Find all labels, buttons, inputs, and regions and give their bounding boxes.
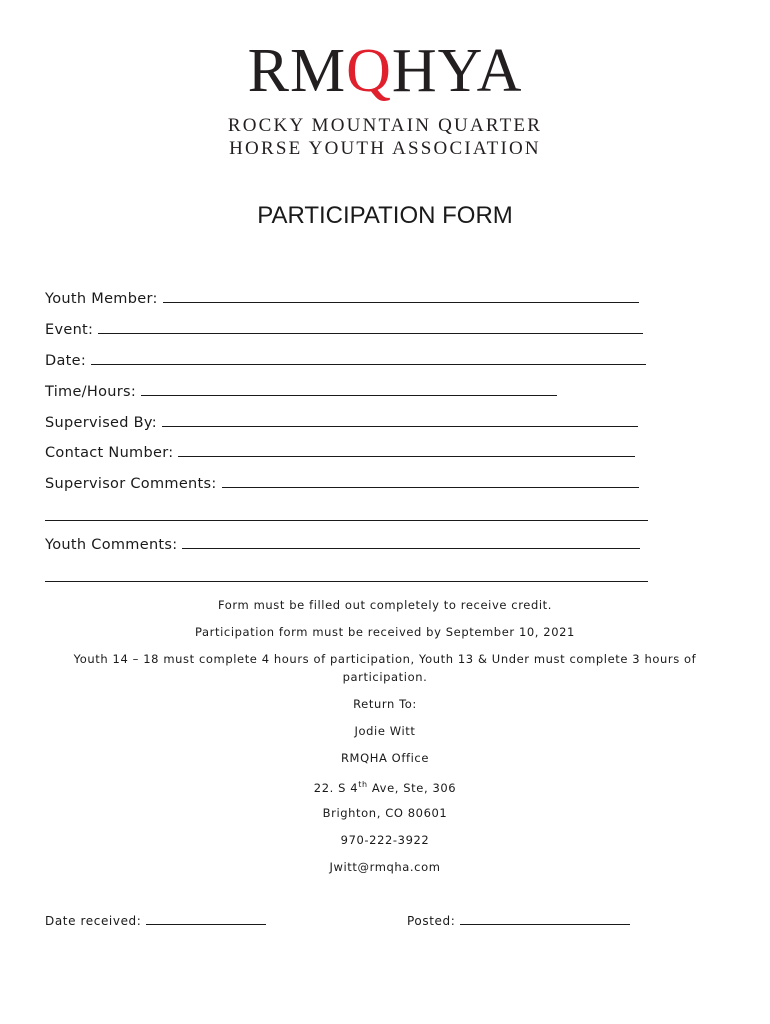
field-youth-member[interactable] — [45, 290, 639, 307]
footer-label-posted: Posted: — [407, 914, 456, 928]
note-contact-name: Jodie Witt — [354, 724, 416, 738]
note-return-to: Return To: — [353, 697, 417, 711]
note-email: Jwitt@rmqha.com — [329, 860, 441, 874]
field-supervised-by[interactable] — [45, 414, 638, 431]
note-city: Brighton, CO 80601 — [322, 806, 448, 820]
footer-date-received[interactable] — [45, 914, 266, 928]
note-hours-requirement: Youth 14 – 18 must complete 4 hours of participation, Youth 13 & Under must complete 3 hours of participation. — [73, 652, 697, 684]
field-line-supervisor-comments-continued[interactable] — [45, 520, 648, 521]
field-line-contact-number[interactable] — [178, 444, 635, 457]
logo-wordmark — [0, 37, 770, 105]
field-label-event: Event: — [45, 322, 94, 338]
rmqhya-logo — [0, 37, 770, 160]
field-label-youth-member: Youth Member: — [45, 291, 158, 307]
field-label-time-hours: Time/Hours: — [45, 384, 137, 400]
field-line-youth-comments-continued[interactable] — [45, 581, 648, 582]
note-address — [60, 776, 710, 797]
note-phone: 970-222-3922 — [340, 833, 430, 847]
logo-subtitle-line1: ROCKY MOUNTAIN QUARTER — [227, 115, 543, 136]
note-address-suite: Ave, Ste, 306 — [367, 780, 457, 795]
footer-line-posted[interactable] — [460, 914, 630, 925]
logo-wordmark-q: Q — [346, 37, 392, 105]
note-address-street: 22. S 4 — [313, 780, 359, 795]
field-line-time-hours[interactable] — [141, 383, 557, 396]
logo-subtitle-line2: HORSE YOUTH ASSOCIATION — [229, 138, 541, 159]
logo-wordmark-rm: RM — [247, 37, 347, 105]
field-line-date[interactable] — [91, 352, 646, 365]
field-label-supervised-by: Supervised By: — [45, 415, 157, 431]
field-line-youth-member[interactable] — [163, 290, 639, 303]
field-event[interactable] — [45, 321, 643, 338]
footer-line-date-received[interactable] — [146, 914, 266, 925]
footer-posted[interactable] — [407, 914, 630, 928]
footer-label-date-received: Date received: — [45, 914, 142, 928]
logo-subtitle — [0, 114, 770, 160]
field-contact-number[interactable] — [45, 444, 635, 461]
field-date[interactable] — [45, 352, 646, 369]
field-label-youth-comments: Youth Comments: — [45, 537, 178, 553]
field-label-date: Date: — [45, 353, 87, 369]
field-line-youth-comments[interactable] — [182, 536, 640, 549]
note-deadline: Participation form must be received by September 10, 2021 — [195, 625, 575, 639]
field-time-hours[interactable] — [45, 383, 557, 400]
field-line-supervised-by[interactable] — [162, 414, 638, 427]
field-youth-comments[interactable] — [45, 536, 640, 553]
note-address-sup: th — [358, 780, 368, 789]
field-label-supervisor-comments: Supervisor Comments: — [45, 476, 217, 492]
logo-wordmark-hya: HYA — [391, 37, 523, 105]
note-filled-out: Form must be filled out completely to receive credit. — [217, 598, 553, 612]
field-line-event[interactable] — [98, 321, 643, 334]
page-title: PARTICIPATION FORM — [257, 202, 513, 229]
note-office: RMQHA Office — [340, 751, 430, 765]
field-supervisor-comments[interactable] — [45, 475, 639, 492]
field-label-contact-number: Contact Number: — [45, 445, 174, 461]
field-line-supervisor-comments[interactable] — [222, 475, 639, 488]
